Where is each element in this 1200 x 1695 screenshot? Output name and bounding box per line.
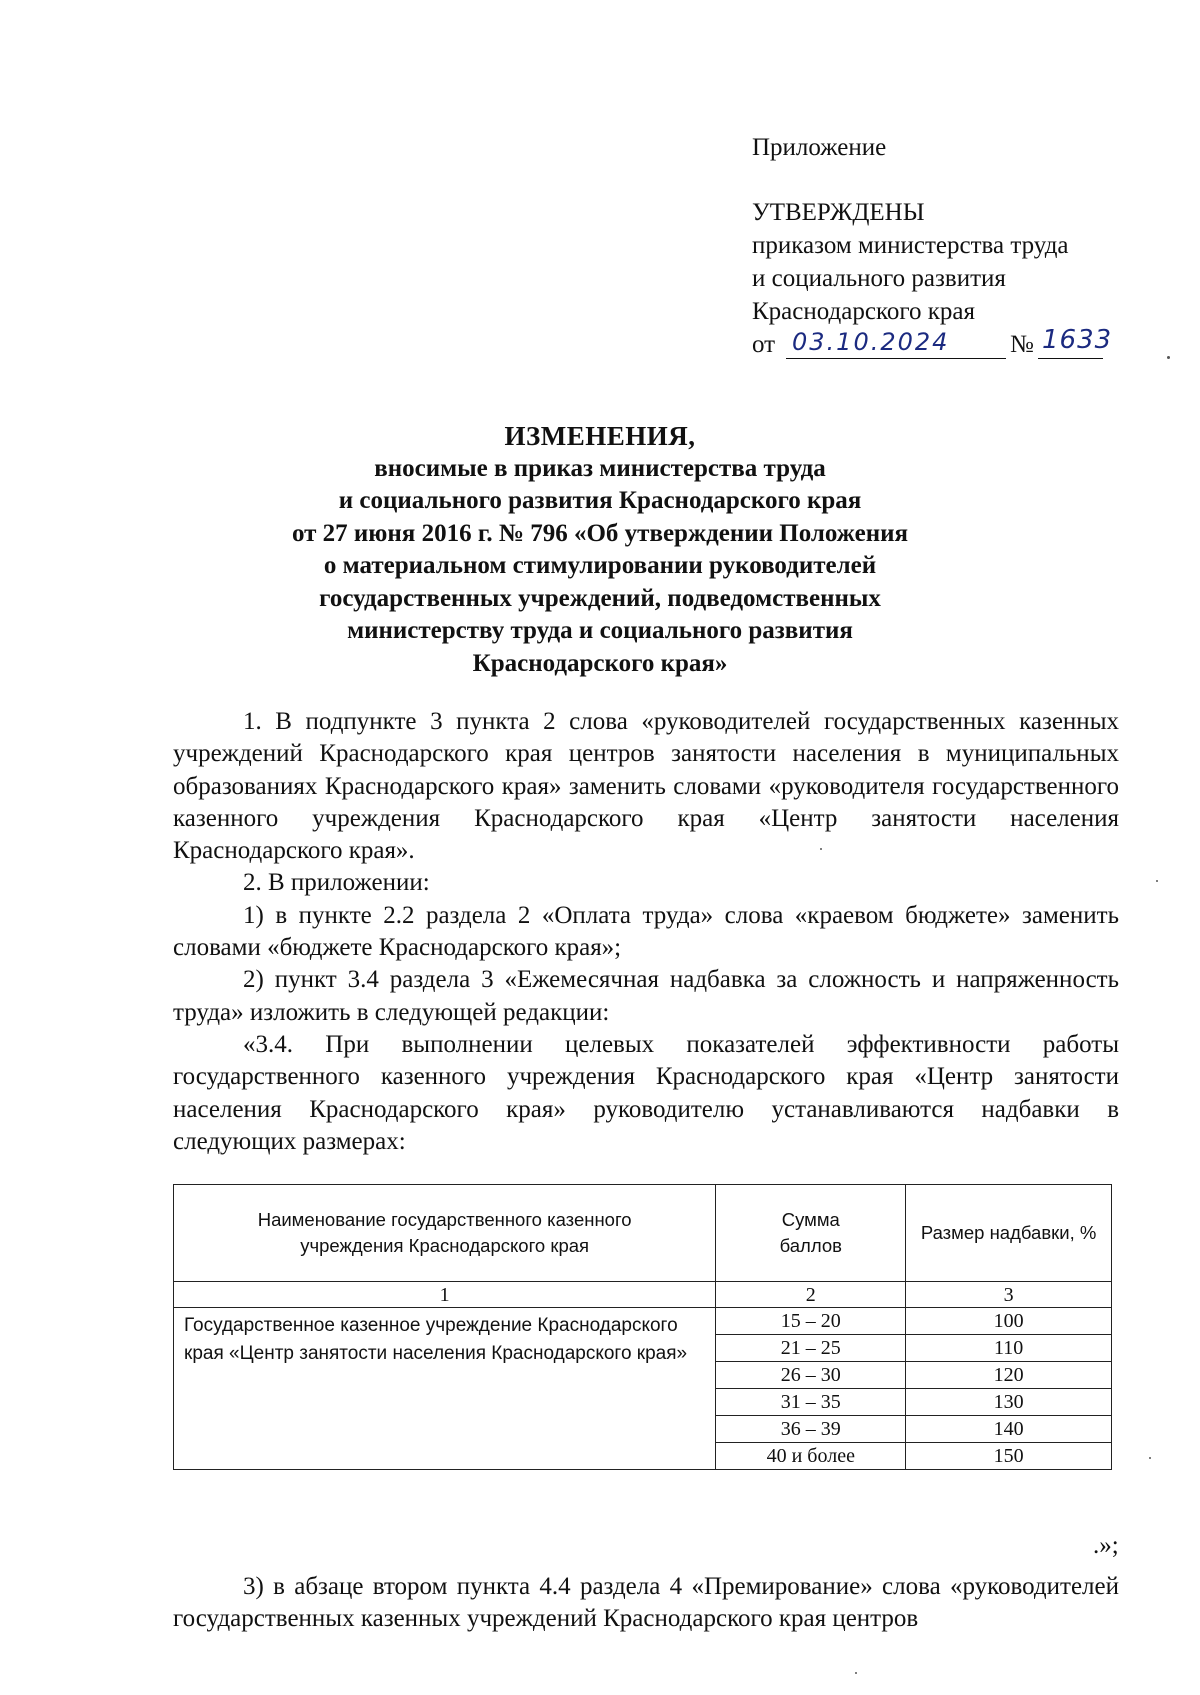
bonus-value: 150 (906, 1443, 1112, 1470)
header-points: Сумма баллов (716, 1185, 906, 1282)
scan-speck (820, 848, 822, 850)
body-text (173, 706, 1119, 1158)
number-prefix: № (1010, 331, 1034, 358)
scan-speck (1156, 880, 1158, 882)
document-title (180, 420, 1020, 680)
table-row (174, 1308, 1112, 1335)
title-line: вносимые в приказ министерства труда (374, 454, 826, 482)
scan-speck (1149, 1457, 1151, 1459)
header-bonus: Размер надбавки, % (906, 1185, 1112, 1282)
paragraph: 1) в пункте 2.2 раздела 2 «Оплата труда» слова «краевом бюджете» заменить словами «бюджете Краснодарского края»; (173, 901, 1119, 962)
title-line: государственных учреждений, подведомственных (319, 584, 881, 612)
column-number: 3 (906, 1282, 1112, 1308)
appendix-label: Приложение (752, 134, 887, 161)
points-range: 26 – 30 (716, 1362, 906, 1389)
points-range: 21 – 25 (716, 1335, 906, 1362)
approved-label: УТВЕРЖДЕНЫ (752, 199, 925, 226)
approved-line: и социального развития (752, 265, 1006, 292)
column-number: 1 (174, 1282, 716, 1308)
paragraph: 3) в абзаце втором пункта 4.4 раздела 4 «Премирование» слова «руководителей государственных казенных учреждений Краснодарского края центров (173, 1573, 1119, 1633)
title-line: министерству труда и социального развития (347, 617, 853, 644)
date-underline (786, 358, 1006, 359)
approval-block (752, 196, 1152, 358)
bonus-value: 100 (906, 1308, 1112, 1335)
points-range: 40 и более (716, 1443, 906, 1470)
column-number: 2 (716, 1282, 906, 1308)
paragraph: «3.4. При выполнении целевых показателей эффективности работы государственного казенного учреждения Краснодарского края «Центр занятости населения Краснодарского края» руководителю устанавливаются надбавки в следующих размерах: (173, 1030, 1119, 1155)
title-main: ИЗМЕНЕНИЯ, (504, 421, 696, 451)
bonus-table (173, 1184, 1112, 1470)
order-reference (752, 325, 1172, 364)
number-underline (1038, 358, 1103, 359)
paragraph: 2) пункт 3.4 раздела 3 «Ежемесячная надбавка за сложность и напряженность труда» изложить в следующей редакции: (173, 966, 1119, 1026)
approved-line: Краснодарского края (752, 298, 975, 325)
title-line: о материальном стимулировании руководителей (323, 552, 877, 579)
title-line: и социального развития Краснодарского края (338, 487, 862, 514)
date-prefix: от (752, 331, 776, 358)
column-numbers-row (174, 1282, 1112, 1308)
body-text-continued (173, 1571, 1119, 1636)
organization-cell: Государственное казенное учреждение Краснодарского края «Центр занятости населения Краснодарского края» (174, 1308, 716, 1470)
header-organization: Наименование государственного казенного учреждения Краснодарского края (174, 1185, 716, 1282)
bonus-value: 120 (906, 1362, 1112, 1389)
approved-line: приказом министерства труда (752, 232, 1069, 259)
points-range: 36 – 39 (716, 1416, 906, 1443)
points-range: 15 – 20 (716, 1308, 906, 1335)
paragraph: 2. В приложении: (243, 869, 430, 897)
points-range: 31 – 35 (716, 1389, 906, 1416)
title-line: от 27 июня 2016 г. № 796 «Об утверждении Положения (291, 519, 909, 547)
scan-speck (1167, 356, 1170, 359)
handwritten-date: 03.10.2024 (792, 328, 950, 356)
bonus-value: 130 (906, 1389, 1112, 1416)
bonus-value: 140 (906, 1416, 1112, 1443)
quote-closing: .»; (1093, 1532, 1119, 1559)
title-line: Краснодарского края» (472, 649, 728, 677)
bonus-value: 110 (906, 1335, 1112, 1362)
scan-speck (855, 1672, 857, 1674)
handwritten-number: 1633 (1042, 325, 1113, 355)
paragraph: 1. В подпункте 3 пункта 2 слова «руководителей государственных казенных учреждений Краснодарского края центров занятости населения в муниципальных образованиях Краснодарского края» заменить словами «руководителя государственного казенного учреждения Краснодарского края «Центр занятости населения Краснодарского края». (173, 708, 1119, 865)
table-header-row (174, 1185, 1112, 1282)
